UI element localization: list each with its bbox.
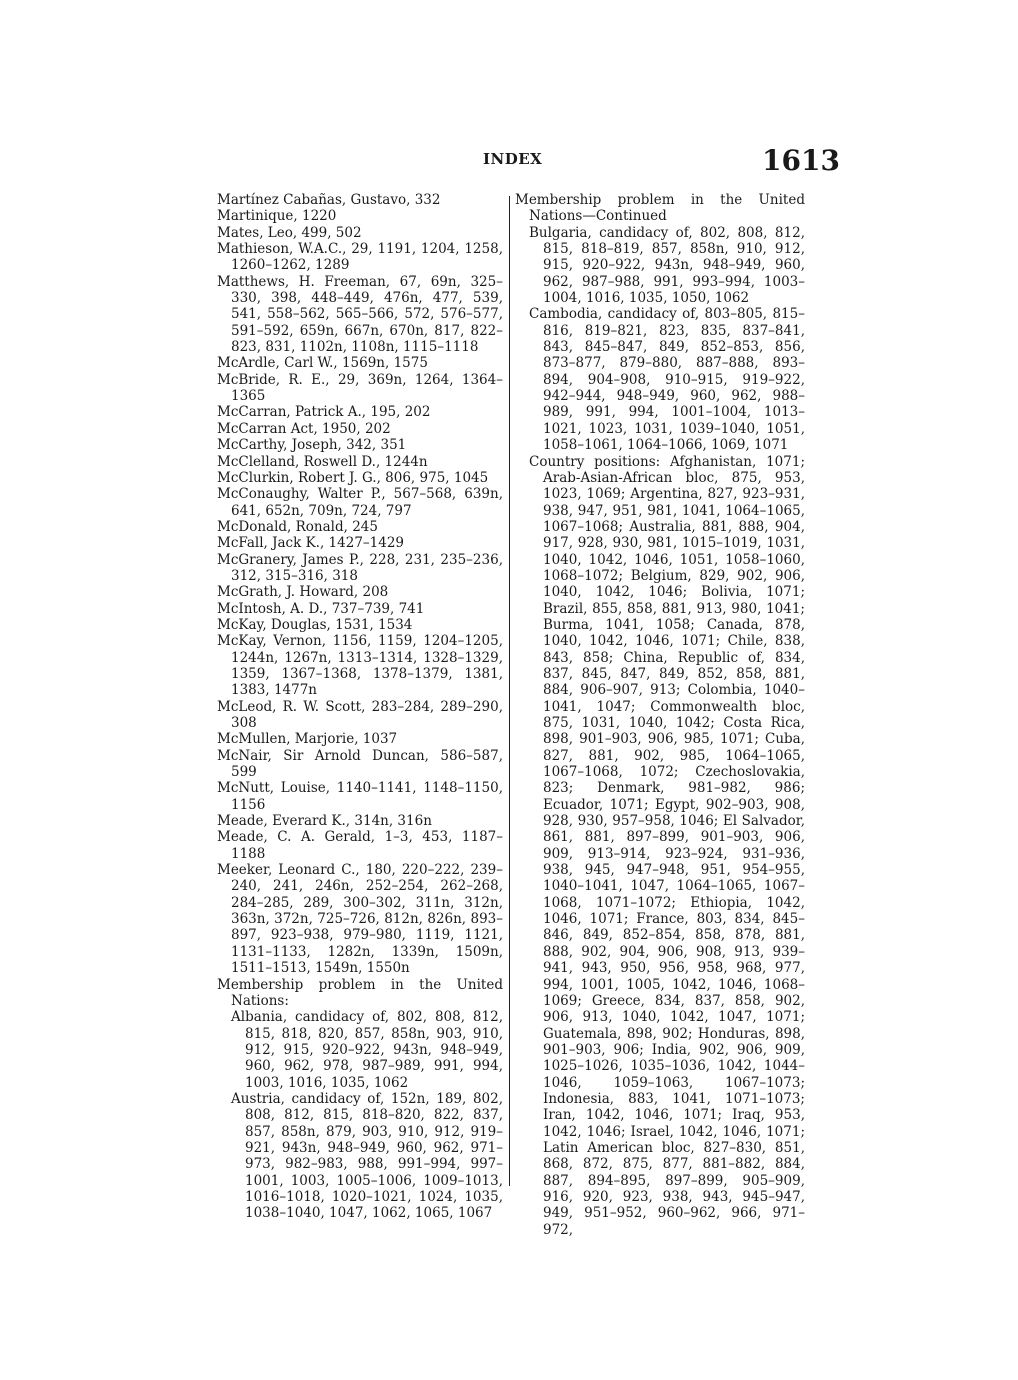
index-entry: Matthews, H. Freeman, 67, 69n, 325–330, 398, 448–449, 476n, 477, 539, 541, 558–562, 565–566, 572, 576–577, 591–592, 659n, 667n, 670n, 817, 822–823, 831, 1102n, 1108n, 1115–1118	[217, 273, 503, 356]
index-entry: Meeker, Leonard C., 180, 220–222, 239–240, 241, 246n, 252–254, 262–268, 284–285, 289, 300–302, 311n, 312n, 363n, 372n, 725–726, 812n, 826n, 893–897, 923–938, 979–980, 1119, 1121, 1131–1133, 1282n, 1339n, 1509n, 1511–1513, 1549n, 1550n	[217, 862, 503, 977]
index-subentry: Austria, candidacy of, 152n, 189, 802, 808, 812, 815, 818–820, 822, 837, 857, 858n, 879, 903, 910, 912, 919–921, 943n, 948–949, 960, 962, 971–973, 982–983, 988, 991–994, 997–1001, 1003, 1005–1006, 1009–1013, 1016–1018, 1020–1021, 1024, 1035, 1038–1040, 1047, 1062, 1065, 1067	[231, 1090, 503, 1222]
index-entry: McNair, Sir Arnold Duncan, 586–587, 599	[217, 747, 503, 781]
index-entry: McGrath, J. Howard, 208	[217, 584, 389, 601]
index-entry: Mates, Leo, 499, 502	[217, 224, 362, 241]
column-divider	[509, 196, 510, 1186]
index-entry: McKay, Douglas, 1531, 1534	[217, 616, 413, 633]
index-subentry: Cambodia, candidacy of, 803–805, 815–816, 819–821, 823, 835, 837–841, 843, 845–847, 849, 852–853, 856, 873–877, 879–880, 887–888, 893–894, 904–908, 910–915, 919–922, 942–944, 948–949, 960, 962, 988–989, 991, 994, 1001–1004, 1013–1021, 1023, 1031, 1039–1040, 1051, 1058–1061, 1064–1066, 1069, 1071	[529, 306, 805, 454]
index-entry: McFall, Jack K., 1427–1429	[217, 535, 405, 552]
index-subentry: Albania, candidacy of, 802, 808, 812, 815, 818, 820, 857, 858n, 903, 910, 912, 915, 920–922, 943n, 948–949, 960, 962, 978, 987–989, 991, 994, 1003, 1016, 1035, 1062	[231, 1009, 503, 1091]
index-entry: McMullen, Marjorie, 1037	[217, 731, 398, 748]
index-entry: Meade, Everard K., 314n, 316n	[217, 813, 432, 830]
index-entry: McGranery, James P., 228, 231, 235–236, 312, 315–316, 318	[217, 551, 503, 584]
index-entry: McClelland, Roswell D., 1244n	[217, 453, 428, 470]
index-entry: McConaughy, Walter P., 567–568, 639n, 641, 652n, 709n, 724, 797	[217, 486, 503, 519]
index-column-right	[515, 192, 805, 1238]
page-number: 1613	[762, 144, 840, 177]
index-entry: McClurkin, Robert J. G., 806, 975, 1045	[217, 469, 489, 486]
index-entry: McBride, R. E., 29, 369n, 1264, 1364–1365	[217, 371, 503, 405]
index-entry: McKay, Vernon, 1156, 1159, 1204–1205, 1244n, 1267n, 1313–1314, 1328–1329, 1359, 1367–1368, 1378–1379, 1381, 1383, 1477n	[217, 633, 503, 699]
index-entry: Mathieson, W.A.C., 29, 1191, 1204, 1258, 1260–1262, 1289	[217, 241, 503, 274]
index-entry: Meade, C. A. Gerald, 1–3, 453, 1187–1188	[217, 829, 503, 862]
index-column-left	[217, 192, 503, 1222]
index-entry: McArdle, Carl W., 1569n, 1575	[217, 355, 428, 372]
index-entry: Martínez Cabañas, Gustavo, 332	[217, 192, 441, 208]
index-subentry: Bulgaria, candidacy of, 802, 808, 812, 815, 818–819, 857, 858n, 910, 912, 915, 920–922, 943n, 948–949, 960, 962, 987–988, 991, 993–994, 1003–1004, 1016, 1035, 1050, 1062	[529, 224, 805, 307]
index-entry: Membership problem in the United Nations—Continued	[515, 192, 805, 225]
index-subentry: Country positions: Afghanistan, 1071; Arab-Asian-African bloc, 875, 953, 1023, 1069; Argentina, 827, 923–931, 938, 947, 951, 981, 1041, 1064–1065, 1067–1068; Australia, 881, 888, 904, 917, 928, 930, 981, 1015–1019, 1031, 1040, 1042, 1046, 1051, 1058–1060, 1068–1072; Belgium, 829, 902, 906, 1040, 1042, 1046; Bolivia, 1071; Brazil, 855, 858, 881, 913, 980, 1041; Burma, 1041, 1058; Canada, 878, 1040, 1042, 1046, 1071; Chile, 838, 843, 858; China, Republic of, 834, 837, 845, 847, 849, 852, 858, 881, 884, 906–907, 913; Colombia, 1040–1041, 1047; Commonwealth bloc, 875, 1031, 1040, 1042; Costa Rica, 898, 901–903, 906, 985, 1071; Cuba, 827, 881, 902, 985, 1064–1065, 1067–1068, 1072; Czechoslovakia, 823; Denmark, 981–982, 986; Ecuador, 1071; Egypt, 902–903, 908, 928, 930, 957–958, 1046; El Salvador, 861, 881, 897–899, 901–903, 906, 909, 913–914, 923–924, 931–936, 938, 945, 947–948, 951, 954–955, 1040–1041, 1047, 1064–1065, 1067–1068, 1071–1072; Ethiopia, 1042, 1046, 1071; France, 803, 834, 845–846, 849, 852–854, 858, 878, 881, 888, 902, 904, 906, 908, 913, 939–941, 943, 950, 956, 958, 968, 977, 994, 1001, 1005, 1042, 1046, 1068–1069; Greece, 834, 837, 858, 902, 906, 913, 1040, 1042, 1047, 1071; Guatemala, 898, 902; Honduras, 898, 901–903, 906; India, 902, 906, 909, 1025–1026, 1035–1036, 1042, 1044–1046, 1059–1063, 1067–1073; Indonesia, 883, 1041, 1071–1073; Iran, 1042, 1046, 1071; Iraq, 953, 1042, 1046; Israel, 1042, 1046, 1071; Latin American bloc, 827–830, 851, 868, 872, 875, 877, 881–882, 884, 887, 894–895, 897–899, 905–909, 916, 920, 923, 938, 943, 945–947, 949, 951–952, 960–962, 966, 971–972,	[529, 453, 805, 1238]
index-entry: Martinique, 1220	[217, 208, 337, 225]
index-entry: McNutt, Louise, 1140–1141, 1148–1150, 1156	[217, 780, 503, 813]
index-entry: Membership problem in the United Nations:	[217, 976, 503, 1009]
running-head: INDEX	[483, 150, 543, 168]
index-entry: McDonald, Ronald, 245	[217, 518, 378, 535]
index-entry: McCarthy, Joseph, 342, 351	[217, 437, 407, 454]
index-entry: McIntosh, A. D., 737–739, 741	[217, 600, 425, 617]
index-entry: McLeod, R. W. Scott, 283–284, 289–290, 308	[217, 698, 503, 731]
index-entry: McCarran Act, 1950, 202	[217, 420, 391, 437]
index-entry: McCarran, Patrick A., 195, 202	[217, 404, 431, 421]
